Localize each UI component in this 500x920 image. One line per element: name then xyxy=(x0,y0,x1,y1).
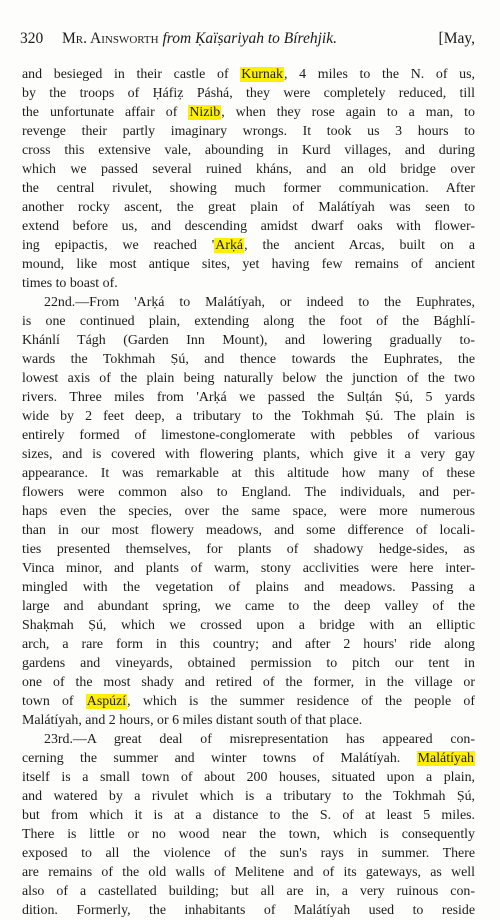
text-segment: haps even the species, over the same space, were more numerous xyxy=(22,504,475,519)
text-line xyxy=(22,198,475,217)
text-line xyxy=(22,122,475,141)
text-segment: but from which it is at a distance to the S. of at least 5 miles. xyxy=(22,808,475,823)
text-line xyxy=(22,407,475,426)
text-segment: sizes, and is covered with flowering plants, which give it a very gay xyxy=(22,447,475,462)
highlighted-place-name: Kurnak xyxy=(241,67,283,82)
text-segment: wide by 2 feet deep, a tributary to the Tokhmah Ṣú. The plain is xyxy=(22,409,475,424)
text-line xyxy=(22,673,475,692)
text-line xyxy=(22,901,475,920)
text-line xyxy=(22,274,475,293)
text-segment: Malátíyah, and 2 hours, or 6 miles distant south of that place. xyxy=(22,713,363,728)
text-segment: rivers. Three miles from 'Arḳá we passed the Sulṭán Ṣú, 5 yards xyxy=(22,390,475,405)
text-line xyxy=(22,369,475,388)
author-name: Mr. Ainsworth xyxy=(62,30,159,47)
text-line xyxy=(22,350,475,369)
text-line xyxy=(22,730,475,749)
text-line xyxy=(22,749,475,768)
text-segment: times to boast of. xyxy=(22,276,118,291)
text-segment: cerning the summer and winter towns of Malátíyah. xyxy=(22,751,417,766)
text-segment: arch, a rare form in this country; and after 2 hours' ride along xyxy=(22,637,475,652)
text-segment: Vinca minor, and plants of warm, stony acclivities were here inter- xyxy=(22,561,475,576)
text-line xyxy=(22,84,475,103)
text-line xyxy=(22,844,475,863)
text-segment: and besieged in their castle of xyxy=(22,67,241,82)
text-segment: , which is the summer residence of the people of xyxy=(127,694,475,709)
highlighted-place-name: Malátíyah xyxy=(417,751,474,766)
text-segment: by the troops of Ḥáfiẓ Páshá, they were completely reduced, till xyxy=(22,86,475,101)
highlighted-place-name: Arḳá xyxy=(215,238,244,253)
text-line xyxy=(22,179,475,198)
text-segment: mound, like most antique sites, yet having few remains of ancient xyxy=(22,257,475,272)
header-month: [May, xyxy=(438,30,475,47)
text-segment: also of a castellated building; but all are in, a very ruinous con- xyxy=(22,884,475,899)
running-title xyxy=(62,30,433,48)
text-segment: town of xyxy=(22,694,86,709)
text-segment: large and abundant spring, we came to the deep valley of the xyxy=(22,599,475,614)
text-segment: dition. Formerly, the inhabitants of Malátíyah used to reside xyxy=(22,903,475,918)
text-segment: cross this extensive vale, abounding in Kurd villages, and during xyxy=(22,143,475,158)
text-line xyxy=(22,711,475,730)
text-line xyxy=(22,597,475,616)
text-segment: mingled with the vegetation of plains and meadows. Passing a xyxy=(22,580,475,595)
text-line xyxy=(22,654,475,673)
text-segment: 23rd.—A great deal of misrepresentation has appeared con- xyxy=(44,732,475,747)
text-line xyxy=(22,65,475,84)
text-line xyxy=(22,502,475,521)
text-segment: revenge their partly imaginary wrongs. It took us 3 hours to xyxy=(22,124,475,139)
text-segment: is one continued plain, extending along the foot of the Bághlí- xyxy=(22,314,475,329)
text-line xyxy=(22,255,475,274)
text-segment: the unfortunate affair of xyxy=(22,105,189,120)
text-segment: entirely formed of limestone-conglomerate with pebbles of various xyxy=(22,428,475,443)
text-segment: ties presented themselves, for plants of shadowy hedge-sides, as xyxy=(22,542,475,557)
text-line xyxy=(22,806,475,825)
text-segment: wards the Tokhmah Ṣú, and thence towards the Euphrates, the xyxy=(22,352,475,367)
text-segment: one of the most shady and retired of the former, in the village or xyxy=(22,675,475,690)
text-line xyxy=(22,236,475,255)
text-segment: Khánlí Tágh (Garden Inn Mount), and lowering gradually to- xyxy=(22,333,475,348)
text-line xyxy=(22,312,475,331)
text-segment: are remains of the old walls of Melitene and of its gateways, as well xyxy=(22,865,475,880)
text-line xyxy=(22,217,475,236)
page-number: 320 xyxy=(20,30,44,47)
text-line xyxy=(22,616,475,635)
text-segment: There is little or no wood near the town, which is consequently xyxy=(22,827,475,842)
highlighted-place-name: Aspúzí xyxy=(86,694,127,709)
text-segment: exposed to all the violence of the sun's rays in summer. There xyxy=(22,846,475,861)
text-line xyxy=(22,578,475,597)
text-segment: and watered by a rivulet which is a tributary to the Tokhmah Ṣú, xyxy=(22,789,475,804)
text-line xyxy=(22,825,475,844)
title-route: from Ḳaïṣariyah to Bírehjik. xyxy=(162,30,337,47)
text-segment: than in our most flowery meadows, and some difference of locali- xyxy=(22,523,475,538)
text-line xyxy=(22,388,475,407)
text-segment: which we passed several ruined kháns, and an old bridge over xyxy=(22,162,475,177)
text-segment: lowest axis of the plain being naturally below the junction of the two xyxy=(22,371,475,386)
text-line xyxy=(22,464,475,483)
body-text xyxy=(22,65,475,920)
text-segment: , when they rose again to a man, to xyxy=(221,105,475,120)
text-line xyxy=(22,331,475,350)
text-segment: ing epipactis, we reached ' xyxy=(22,238,215,253)
text-line xyxy=(22,445,475,464)
text-line xyxy=(22,103,475,122)
text-segment: extend before us, and descending amidst dwarf oaks with flower- xyxy=(22,219,475,234)
text-line xyxy=(22,882,475,901)
text-segment: , the ancient Arcas, built on a xyxy=(244,238,475,253)
text-segment: the central rivulet, showing much former communication. After xyxy=(22,181,475,196)
highlighted-place-name: Nizib xyxy=(189,105,221,120)
text-line xyxy=(22,141,475,160)
text-line xyxy=(22,540,475,559)
text-line xyxy=(22,293,475,312)
text-segment: 22nd.—From 'Arḳá to Malátíyah, or indeed to the Euphrates, xyxy=(44,295,475,310)
text-line xyxy=(22,863,475,882)
text-line xyxy=(22,426,475,445)
text-segment: gardens and vineyards, obtained permission to pitch our tent in xyxy=(22,656,475,671)
text-segment: , 4 miles to the N. of us, xyxy=(283,67,475,82)
text-segment: flowers were common also to England. The individuals, and per- xyxy=(22,485,475,500)
text-segment: appearance. It was remarkable at this altitude how many of these xyxy=(22,466,475,481)
text-line xyxy=(22,787,475,806)
text-line xyxy=(22,559,475,578)
text-line xyxy=(22,160,475,179)
text-line xyxy=(22,483,475,502)
text-line xyxy=(22,692,475,711)
text-segment: Shaḳmah Ṣú, which we crossed upon a bridge with an elliptic xyxy=(22,618,475,633)
text-line xyxy=(22,521,475,540)
text-line xyxy=(22,635,475,654)
text-segment: itself is a small town of about 200 houses, situated upon a plain, xyxy=(22,770,475,785)
running-header xyxy=(20,30,475,48)
text-segment: another rocky ascent, the great plain of Malátíyah was seen to xyxy=(22,200,475,215)
text-line xyxy=(22,768,475,787)
